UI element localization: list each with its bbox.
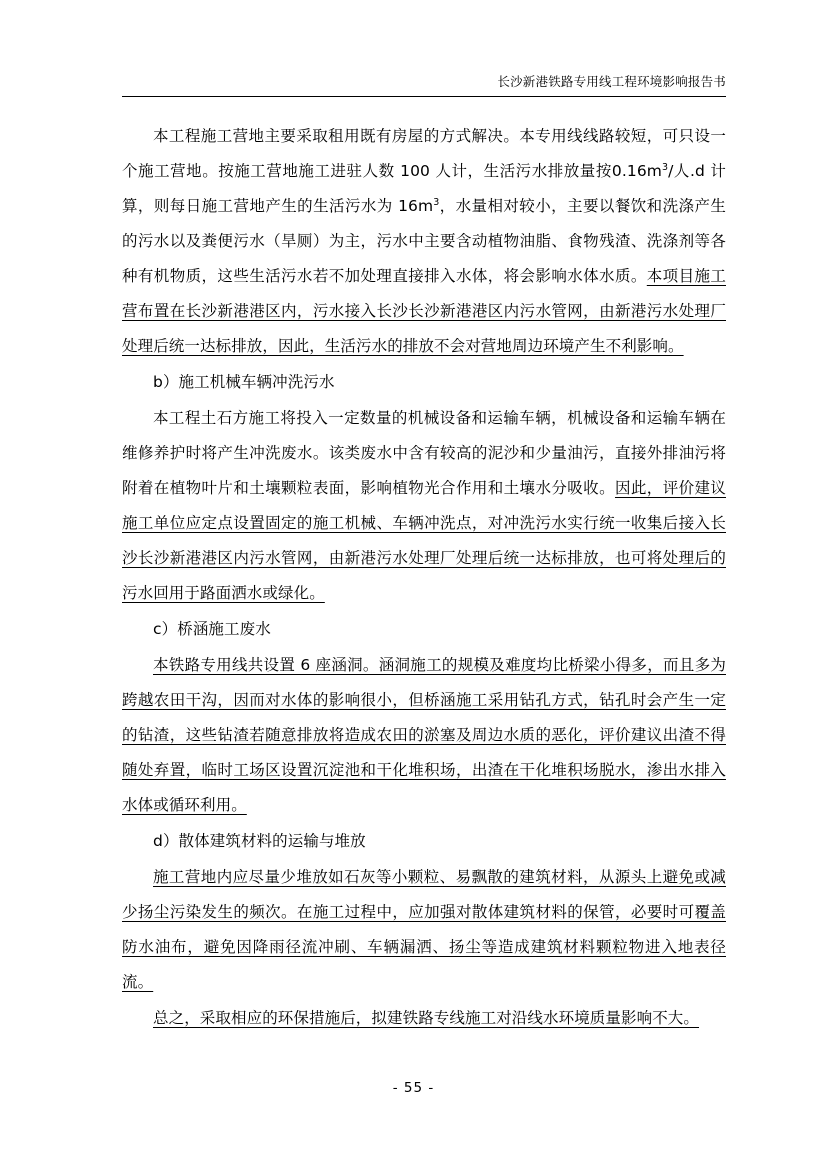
page-footer [0,1080,827,1096]
paragraph-a-text-1: 本工程施工营地主要采取租用既有房屋的方式解决。本专用线线路较短，可只设一个施工营地。按施工营地施工进驻人数 100 人计，生活污水排放量按 [122,127,726,180]
paragraph-d-underlined: 施工营地内应尽量少堆放如石灰等小颗粒、易飘散的建筑材料，从源头上避免或减少扬尘污染发生的频次。在施工过程中，应加强对散体建筑材料的保管，必要时可覆盖防水油布，避免因降雨径流冲刷、车辆漏洒、扬尘等造成建筑材料颗粒物进入地表径流。 [122,868,726,991]
paragraph-c [122,648,726,823]
paragraph-b-text: 本工程土石方施工将投入一定数量的机械设备和运输车辆，机械设备和运输车辆在维修养护时将产生冲洗废水。该类废水中含有较高的泥沙和少量油污，直接外排油污将附着在植物叶片和土壤颗粒表面，影响植物光合作用和土壤水分吸收。 [122,409,726,497]
paragraph-b-underlined: 因此，评价建议施工单位应定点设置固定的施工机械、车辆冲洗点，对冲洗污水实行统一收集后接入长沙长沙新港港区内污水管网，由新港污水处理厂处理后统一达标排放，也可将处理后的污水回用于路面洒水或绿化。 [122,479,726,602]
paragraph-c-underlined: 本铁路专用线共设置 6 座涵洞。涵洞施工的规模及难度均比桥梁小得多，而且多为跨越农田干沟，因而对水体的影响很小，但桥涵施工采用钻孔方式，钻孔时会产生一定的钻渣，这些钻渣若随意排放将造成农田的淤塞及周边水质的恶化，评价建议出渣不得随处弃置，临时工场区设置沉淀池和干化堆积场，出渣在干化堆积场脱水，渗出水排入水体或循环利用。 [122,656,726,814]
heading-c: c）桥涵施工废水 [153,620,271,638]
header-title: 长沙新港铁路专用线工程环境影响报告书 [497,74,726,89]
paragraph-a-text-4: ，水量相对较小，主要以餐饮和洗涤产生的污水以及粪便污水（旱厕）为主，污水中主要含动植物油脂、食物残渣、洗涤剂等各种有机物质，这些生活污水若不加处理直接排入水体，将会影响水体水质。 [122,197,726,285]
paragraph-a-text-2: 0.16m [611,162,663,180]
paragraph-d [122,860,726,1000]
page-content [122,72,726,1037]
page-header [122,72,726,96]
paragraph-a-underlined: 本项目施工营布置在长沙新港港区内，污水接入长沙长沙新港港区内污水管网，由新港污水处理厂处理后统一达标排放，因此，生活污水的排放不会对营地周边环境产生不利影响。 [122,267,726,355]
paragraph-e-underlined: 总之，采取相应的环保措施后，拟建铁路专线施工对沿线水环境质量影响不大。 [153,1009,700,1027]
paragraph-a-text-3: /人.d 计算，则每日施工营地产生的生活污水为 16m [122,162,727,215]
heading-b: b）施工机械车辆冲洗污水 [153,373,335,391]
body-text [122,119,726,1036]
heading-d: d）散体建筑材料的运输与堆放 [153,832,366,850]
paragraph-b [122,401,726,611]
paragraph-e [122,1001,726,1036]
paragraph-a [122,119,726,364]
page-number: - 55 - [392,1080,435,1096]
superscript-cubic-2: 3 [433,196,440,208]
header-divider [122,96,726,97]
superscript-cubic-1: 3 [662,161,669,173]
